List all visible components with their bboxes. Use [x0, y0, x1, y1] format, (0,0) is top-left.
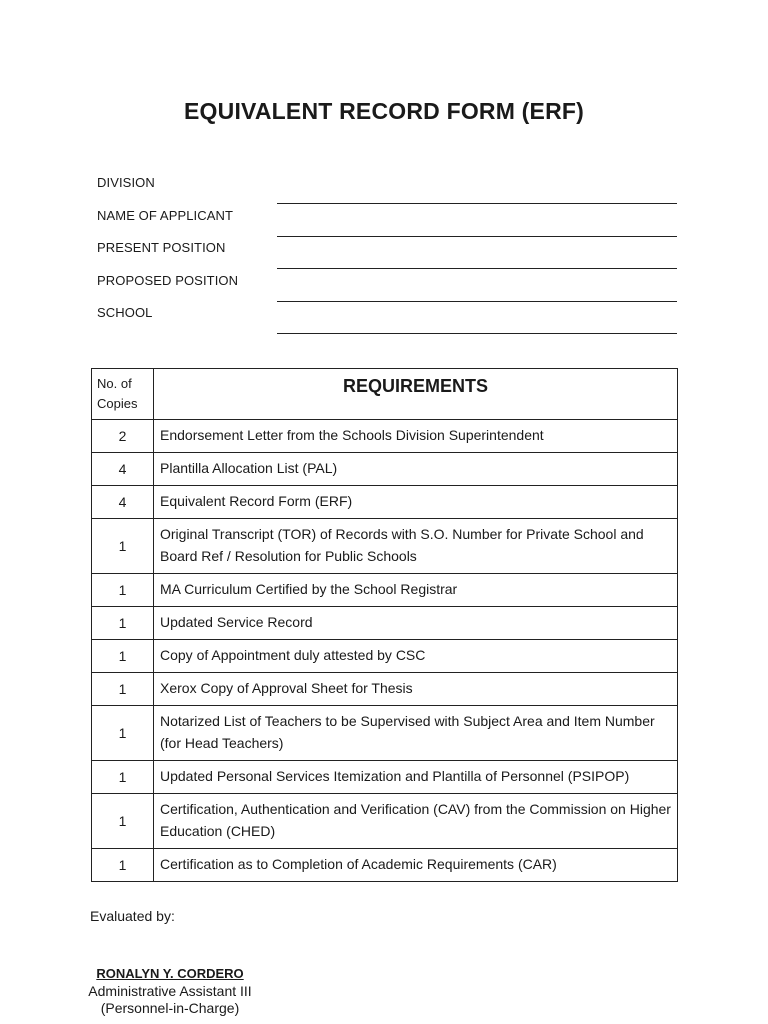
- copies-cell: 1: [92, 794, 154, 849]
- table-row: [92, 761, 678, 794]
- table-row: [92, 706, 678, 761]
- requirement-cell: Updated Personal Services Itemization and Plantilla of Personnel (PSIPOP): [154, 761, 678, 794]
- table-row: [92, 574, 678, 607]
- field-proposed-position: [97, 270, 677, 303]
- applicant-fields: [97, 172, 677, 335]
- requirement-cell: Notarized List of Teachers to be Supervised with Subject Area and Item Number (for Head Teachers): [154, 706, 678, 761]
- copies-cell: 1: [92, 574, 154, 607]
- table-row: [92, 519, 678, 574]
- signatory-role: (Personnel-in-Charge): [100, 1000, 240, 1016]
- page-title: EQUIVALENT RECORD FORM (ERF): [184, 98, 584, 124]
- requirement-cell: Copy of Appointment duly attested by CSC: [154, 640, 678, 673]
- requirement-cell: Xerox Copy of Approval Sheet for Thesis: [154, 673, 678, 706]
- table-row: [92, 673, 678, 706]
- signatory-position: Administrative Assistant III: [88, 983, 252, 999]
- copies-cell: 1: [92, 607, 154, 640]
- table-row: [92, 794, 678, 849]
- copies-cell: 2: [92, 420, 154, 453]
- signatory-name: RONALYN Y. CORDERO: [96, 966, 244, 981]
- copies-cell: 4: [92, 453, 154, 486]
- requirement-cell: Certification as to Completion of Academic Requirements (CAR): [154, 849, 678, 882]
- copies-column-header: No. of Copies: [92, 369, 154, 420]
- requirement-cell: Endorsement Letter from the Schools Division Superintendent: [154, 420, 678, 453]
- requirements-column-header: REQUIREMENTS: [154, 369, 678, 420]
- field-label: PRESENT POSITION: [97, 240, 226, 255]
- table-row: [92, 453, 678, 486]
- field-label: PROPOSED POSITION: [97, 272, 239, 288]
- signatory-block: [80, 965, 260, 1017]
- field-label: SCHOOL: [97, 305, 153, 320]
- table-row: [92, 607, 678, 640]
- field-label: NAME OF APPLICANT: [97, 207, 234, 223]
- table-row: [92, 420, 678, 453]
- requirement-cell: Plantilla Allocation List (PAL): [154, 453, 678, 486]
- copies-cell: 4: [92, 486, 154, 519]
- field-label: DIVISION: [97, 175, 155, 190]
- requirement-cell: Certification, Authentication and Verification (CAV) from the Commission on Higher Education (CHED): [154, 794, 678, 849]
- school-blank-line[interactable]: [277, 333, 677, 334]
- requirements-table-body: [92, 420, 678, 882]
- copies-cell: 1: [92, 849, 154, 882]
- table-row: [92, 486, 678, 519]
- requirement-cell: Original Transcript (TOR) of Records with S.O. Number for Private School and Board Ref / Resolution for Public Schools: [154, 519, 678, 574]
- table-row: [92, 849, 678, 882]
- copies-cell: 1: [92, 706, 154, 761]
- requirement-cell: Updated Service Record: [154, 607, 678, 640]
- field-division: [97, 172, 677, 205]
- field-school: [97, 302, 677, 335]
- copies-cell: 1: [92, 640, 154, 673]
- requirement-cell: Equivalent Record Form (ERF): [154, 486, 678, 519]
- requirement-cell: MA Curriculum Certified by the School Registrar: [154, 574, 678, 607]
- copies-cell: 1: [92, 761, 154, 794]
- copies-cell: 1: [92, 519, 154, 574]
- evaluated-by-label: Evaluated by:: [90, 908, 175, 924]
- table-header-row: [92, 369, 678, 420]
- field-name-of-applicant: [97, 205, 677, 238]
- copies-cell: 1: [92, 673, 154, 706]
- table-row: [92, 640, 678, 673]
- requirements-table: [91, 368, 678, 882]
- field-present-position: [97, 237, 677, 270]
